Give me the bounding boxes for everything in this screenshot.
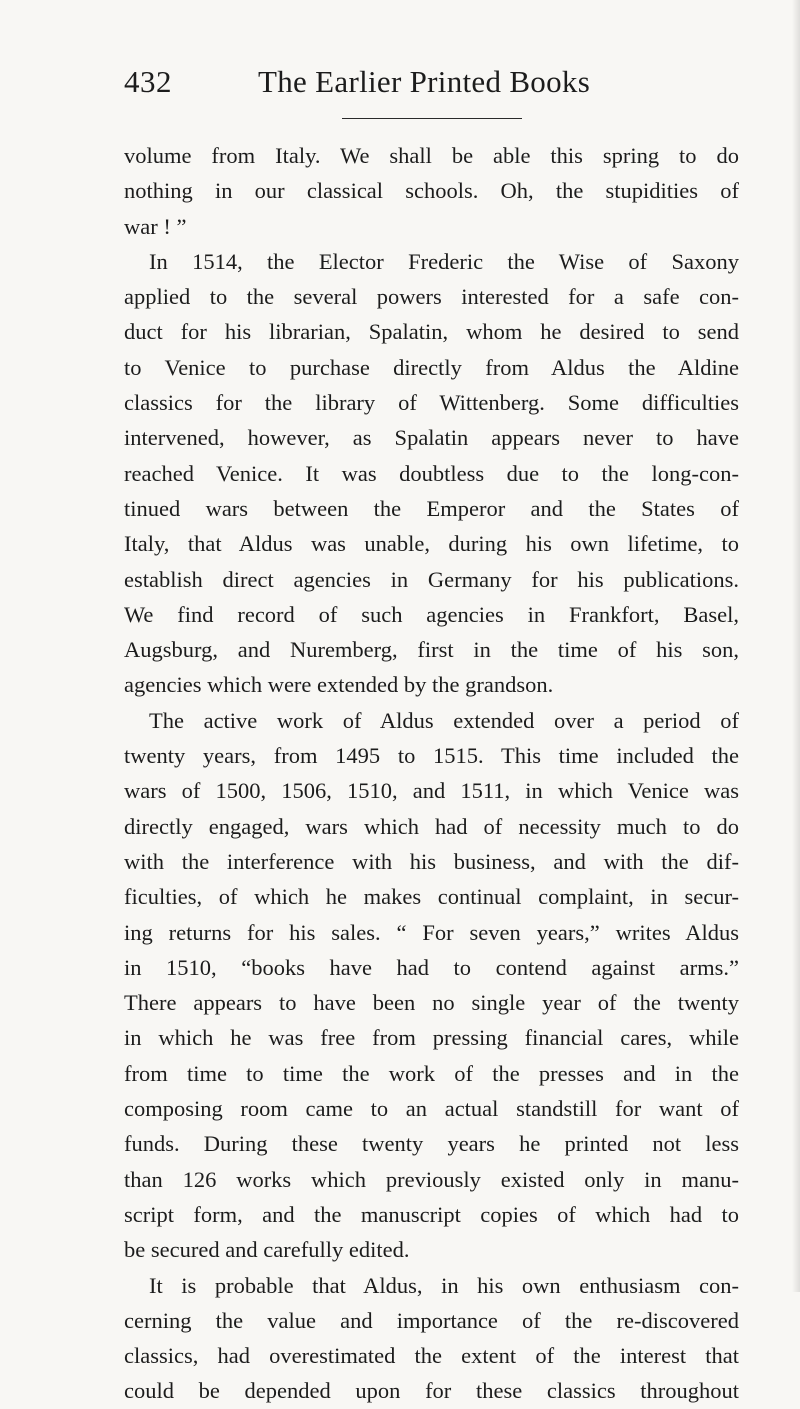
text-line: cerning the value and importance of the re-discovered [124,1307,739,1333]
running-title: The Earlier Printed Books [258,64,591,99]
text-line: to Venice to purchase directly from Aldus the Aldine [124,354,739,380]
text-line: wars of 1500, 1506, 1510, and 1511, in which Venice was [124,778,739,804]
text-line: from time to time the work of the presses and in the [124,1060,739,1086]
text-line: twenty years, from 1495 to 1515. This time included the [124,743,739,769]
text-line: ficulties, of which he makes continual complaint, in secur- [124,884,739,910]
text-line: nothing in our classical schools. Oh, the stupidities of [124,178,739,204]
text-line: reached Venice. It was doubtless due to the long-con- [124,460,739,486]
text-line: in which he was free from pressing financial cares, while [124,1025,739,1051]
text-line: could be depended upon for these classics throughout [124,1378,739,1404]
text-line: tinued wars between the Emperor and the States of [124,495,739,521]
text-line: than 126 works which previously existed only in manu- [124,1166,739,1192]
text-line: intervened, however, as Spalatin appears never to have [124,425,739,451]
text-line: classics for the library of Wittenberg. Some difficulties [124,390,739,416]
text-line: It is probable that Aldus, in his own enthusiasm con- [149,1272,739,1298]
text-line: The active work of Aldus extended over a period of [149,707,739,733]
text-line: Augsburg, and Nuremberg, first in the time of his son, [124,637,739,663]
text-line: ing returns for his sales. “ For seven years,” writes Aldus [124,919,739,945]
text-line: In 1514, the Elector Frederic the Wise of Saxony [149,248,739,274]
header-rule [342,118,522,119]
text-line: classics, had overestimated the extent of the interest that [124,1343,739,1369]
text-line: duct for his librarian, Spalatin, whom he desired to send [124,319,739,345]
text-line: applied to the several powers interested for a safe con- [124,284,739,310]
text-line: be secured and carefully edited. [124,1237,410,1263]
text-line: with the interference with his business, and with the dif- [124,848,739,874]
text-line: script form, and the manuscript copies of which had to [124,1201,739,1227]
text-line: We find record of such agencies in Frankfort, Basel, [124,601,739,627]
text-line: directly engaged, wars which had of necessity much to do [124,813,739,839]
text-line: establish direct agencies in Germany for his publications. [124,566,739,592]
text-line: war ! ” [124,213,187,239]
text-line: in 1510, “books have had to contend against arms.” [124,954,739,980]
text-line: composing room came to an actual standstill for want of [124,1096,739,1122]
page-number: 432 [124,64,172,99]
body-text [124,138,739,1409]
page-edge-shadow [792,0,800,1292]
text-line: volume from Italy. We shall be able this spring to do [124,143,739,168]
text-line: agencies which were extended by the grandson. [124,672,554,698]
text-line: There appears to have been no single year of the twenty [124,990,739,1016]
text-line: funds. During these twenty years he printed not less [124,1131,739,1157]
text-line: Italy, that Aldus was unable, during his own lifetime, to [124,531,739,557]
